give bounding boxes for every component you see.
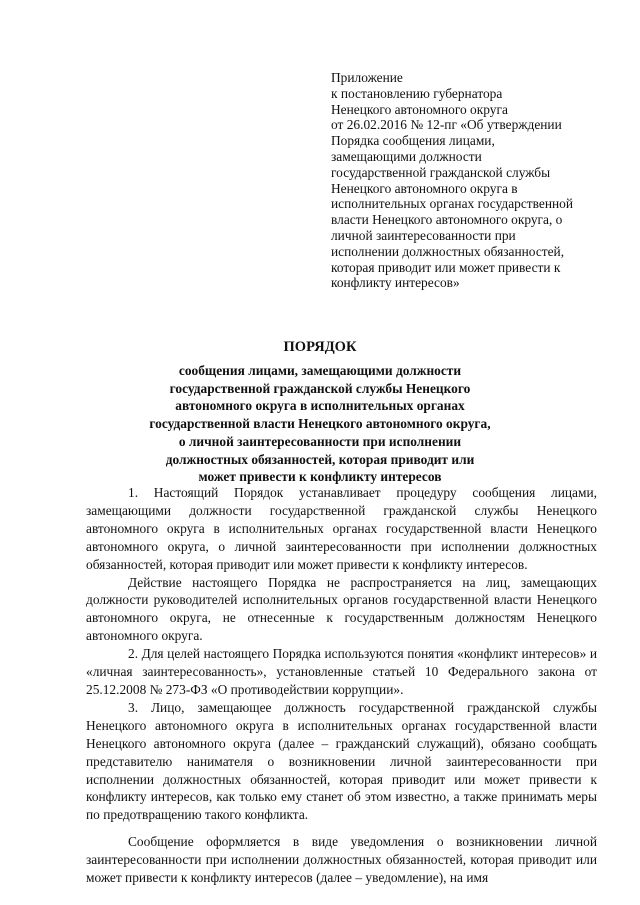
appendix-line: исполнительных органах государственной: [331, 196, 574, 212]
subtitle-line: автономного округа в исполнительных органах: [175, 398, 465, 414]
appendix-line: которая приводит или может привести к: [331, 259, 561, 275]
document-title: ПОРЯДОК: [283, 339, 357, 355]
appendix-line: личной заинтересованности при: [331, 227, 516, 243]
subtitle-line: о личной заинтересованности при исполнении: [178, 433, 462, 449]
appendix-line: от 26.02.2016 № 12-пг «Об утверждении: [331, 117, 562, 133]
appendix-line: Порядка сообщения лицами,: [331, 133, 495, 149]
subtitle-line: государственной гражданской службы Ненецкого: [169, 380, 471, 396]
appendix-line: исполнении должностных обязанностей,: [331, 243, 565, 259]
paragraph-1: 1. Настоящий Порядок устанавливает процедуру сообщения лицами, замещающими должности государственной гражданской службы Ненецкого автономного округа в исполнительных органах государственной власти Ненецкого автономного округа, о личной заинтересованности при исполнении должностных обязанностей, которая приводит или может привести к конфликту интересов.: [86, 485, 597, 572]
paragraph-3-notification: Сообщение оформляется в виде уведомления о возникновении личной заинтересованности при исполнении должностных обязанностей, которая приводит или может привести к конфликту интересов (далее – уведомление), на имя: [86, 834, 597, 886]
subtitle-line: государственной власти Ненецкого автономного округа,: [149, 416, 491, 432]
appendix-line: Ненецкого автономного округа: [331, 101, 508, 117]
appendix-line: государственной гражданской службы: [331, 164, 551, 180]
appendix-line: замещающими должности: [331, 148, 482, 164]
subtitle-line: может привести к конфликту интересов: [198, 469, 442, 485]
appendix-block: [331, 70, 601, 291]
appendix-line: Ненецкого автономного округа в: [331, 180, 518, 196]
document-body: [86, 484, 597, 887]
document-heading: [90, 338, 550, 486]
subtitle-line: должностных обязанностей, которая приводит или: [165, 451, 475, 467]
subtitle-line: сообщения лицами, замещающими должности: [178, 363, 462, 378]
appendix-line: Приложение: [331, 70, 403, 85]
paragraph-2: 2. Для целей настоящего Порядка используются понятия «конфликт интересов» и «личная заинтересованность», установленные статьей 10 Федерального закона от 25.12.2008 № 273-ФЗ «О противодействии коррупции».: [86, 646, 597, 697]
paragraph-3: 3. Лицо, замещающее должность государственной гражданской службы Ненецкого автономного округа в исполнительных органах государственной власти Ненецкого автономного округа (далее – гражданский служащий), обязано сообщать представителю нанимателя о возникновении личной заинтересованности при исполнении должностных обязанностей, которая приводит или может привести к конфликту интересов, как только ему станет об этом известно, а также принимать меры по предотвращению такого конфликта.: [86, 699, 597, 823]
paragraph-1-note: Действие настоящего Порядка не распространяется на лиц, замещающих должности руководителей исполнительных органов государственной власти Ненецкого автономного округа, не отнесенные к государственным должностям Ненецкого автономного округа.: [86, 574, 597, 644]
appendix-line: власти Ненецкого автономного округа, о: [331, 212, 563, 228]
appendix-line: к постановлению губернатора: [331, 85, 503, 101]
appendix-line: конфликту интересов»: [331, 275, 460, 291]
